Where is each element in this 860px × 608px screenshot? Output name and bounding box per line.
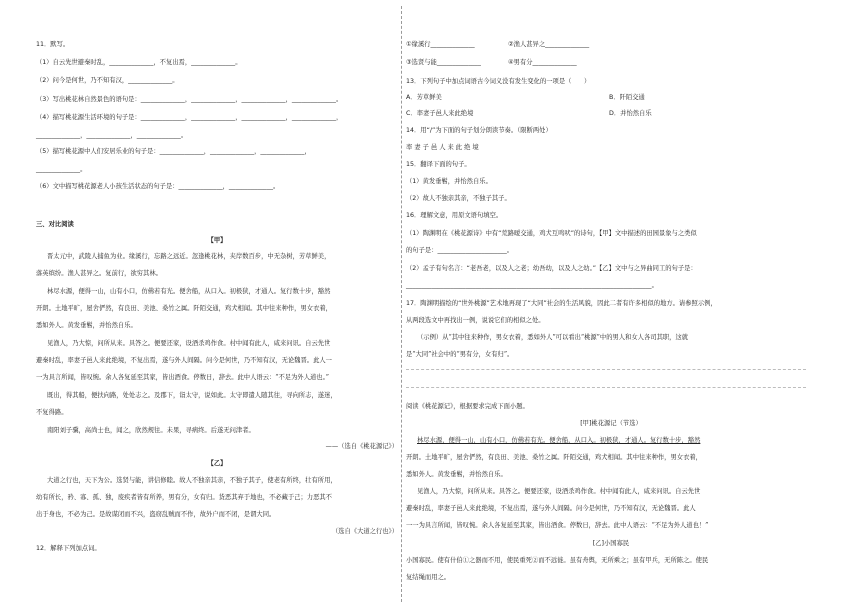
question-16-title: 16．理解文意，用原文语句填空。 <box>406 212 503 219</box>
answer-rule <box>406 387 806 388</box>
jia-line: 见渔人，乃大惊，问所从来。具答之。便要还家，设酒杀鸡作食。村中闻有此人，咸来问讯。自云先世 <box>47 340 331 347</box>
jia-passage-line: 避秦时乱，率妻子邑人来此绝境，不复出焉，遂与外人间隔。问今是何世，乃不知有汉，无论魏晋。此人 <box>406 505 696 512</box>
answer-rule <box>406 369 806 370</box>
q12-item-2: ②渔人甚异之______________ <box>508 41 590 48</box>
question-14-title: 14．用“/”为下面的句子划分朗读节奏。（限断两处） <box>406 127 552 134</box>
right-column <box>406 0 816 608</box>
jia-line: 落英缤纷。渔人甚异之。复前行，欲穷其林。 <box>36 270 162 277</box>
yi-source: （选自《大道之行也》） <box>331 528 398 535</box>
yi-passage-line: 小国寡民。使有什伯①之器而不用，使民重死②而不远徙。虽有舟舆，无所乘之；虽有甲兵，无所陈之。使民 <box>406 557 709 564</box>
question-15-title: 15．翻译下面的句子。 <box>406 161 471 168</box>
yi-passage-line: 复结绳而用之。 <box>406 574 451 581</box>
passage-yi-title: [乙]小国寡民 <box>592 540 630 547</box>
q11-line-4-cont: ______________，______________，______________。 <box>36 132 188 139</box>
q14-sentence: 率 妻 子 邑 人 来 此 绝 境 <box>406 144 479 151</box>
q11-line-2: （2）问今是何世，乃不知有汉，______________。 <box>36 77 179 84</box>
jia-line: 不复得路。 <box>36 409 68 416</box>
q15-line-1: （1）黄发垂髫，并怡然自乐。 <box>406 178 492 185</box>
reading-intro: 阅读《桃花源记》，根据要求完成下面小题。 <box>406 403 529 410</box>
yi-line: 幼有所长，矜、寡、孤、独，废疾者皆有所养，男有分，女有归。货恶其弃于地也，不必藏于己；力恶其不 <box>36 494 332 501</box>
example-line-1: （示例）从“其中往来种作，男女衣着，悉如外人”可以看出“桃源”中的男人和女人各司其职，这就 <box>417 334 689 341</box>
q11-line-5: （5）描写桃花源中人们安居乐业的句子是：______________，______________，______________， <box>36 148 311 155</box>
q11-line-4: （4）描写桃花源生活环境的句子是：______________，______________，______________，______________， <box>36 114 343 121</box>
q16-line-1: （1）陶渊明在《桃花源诗》中有“荒路暧交通，鸡犬互鸣吠”的诗句，【甲】文中描述的田园景象与之类似 <box>406 230 697 237</box>
jia-line: 晋太元中，武陵人捕鱼为业。缘溪行，忘路之远近。忽逢桃花林，夹岸数百步，中无杂树，芳草鲜美， <box>47 253 331 260</box>
passage-jia-title: [甲]桃花源记（节选） <box>580 420 642 427</box>
question-11-title: 11．默写。 <box>36 41 70 48</box>
q12-item-1: ①缘溪行______________ <box>406 41 475 48</box>
q11-line-6: （6）文中描写桃花源老人小孩生活状态的句子是：______________，______________。 <box>36 183 280 190</box>
question-17-line-1: 17．陶渊明描绘的“世外桃源”艺术地再现了“大同”社会的生活风貌，因此二者有许多相似的地方。请参照示例， <box>406 300 717 307</box>
question-13-title: 13．下列句子中加点词语古今词义没有发生变化的一项是（ ） <box>406 78 591 85</box>
left-column <box>36 0 398 608</box>
jia-passage-line <box>406 437 700 445</box>
q13-option-d: D．并怡然自乐 <box>609 110 652 117</box>
q11-line-3: （3）写出桃花林自然景色的语句是：______________，______________，______________，______________。 <box>36 96 343 103</box>
yi-line: 出于身也，不必为己。是故谋闭而不兴，盗窃乱贼而不作，故外户而不闭，是谓大同。 <box>36 511 276 518</box>
jia-line: 林尽水源，便得一山，山有小口，仿佛若有光。便舍船，从口入。初极狭，才通人。复行数十步，豁然 <box>47 288 331 295</box>
question-12-title: 12．解释下列加点词。 <box>36 545 101 552</box>
q13-option-a: A．芳草鲜美 <box>406 94 442 101</box>
section-heading: 三、对比阅读 <box>36 221 74 228</box>
jia-line: 一为具言所闻，皆叹惋。余人各复延至其家，皆出酒食。停数日，辞去。此中人语云：“不足为外人道也。” <box>36 374 329 381</box>
q12-item-4: ④男有分______________ <box>508 59 577 66</box>
jia-line: 悉如外人。黄发垂髫，并怡然自乐。 <box>36 322 137 329</box>
q16-line-1-cont: 的句子是：______________________。 <box>406 247 514 254</box>
question-17-line-2: 从两段选文中再找出一例，说说它们的相似之处。 <box>406 317 545 324</box>
jia-passage-line: 见渔人，乃大惊，问所从来。具答之。便要还家，设酒杀鸡作食。村中闻有此人，咸来问讯。自云先世 <box>417 488 701 495</box>
q13-option-c: C．率妻子邑人来此绝境 <box>406 110 474 117</box>
yi-line: 大道之行也，天下为公。选贤与能，讲信修睦。故人不独亲其亲，不独子其子，使老有所终，壮有所用， <box>47 477 337 484</box>
jia-passage-line: 悉如外人。黄发垂髫，并怡然自乐。 <box>406 471 507 478</box>
example-line-2: 是“大同”社会中的“男有分，女有归”。 <box>406 351 514 358</box>
jia-passage-line: 一一为具言所闻，皆叹惋。余人各复延至其家，皆出酒食。停数日，辞去。此中人语云：“不足为外人道也！” <box>406 522 709 529</box>
q16-line-2-cont: ______________________________________________________________________________。 <box>406 282 658 289</box>
underlined-phrase: 林尽水源，便得一山，山有小口，仿佛若有光。便舍船，从口入。初极狭，才通人。复行数十步，豁然 <box>417 437 701 444</box>
column-divider <box>401 6 402 602</box>
jia-line: 避秦时乱，率妻子邑人来此绝境，不复出焉，遂与外人间隔。问今是何世，乃不知有汉，无论魏晋。此人一 <box>36 357 332 364</box>
q11-line-1: （1）自云先世避秦时乱，______________，不复出焉，______________。 <box>36 59 242 66</box>
jia-passage-line: 开朗。土地平旷，屋舍俨然，有良田、美池、桑竹之属。阡陌交通，鸡犬相闻。其中往来种作，男女衣着， <box>406 454 702 461</box>
q13-option-b: B．阡陌交通 <box>609 94 645 101</box>
q11-line-5-cont: ______________。 <box>36 166 87 173</box>
jia-line: 开朗。土地平旷，屋舍俨然，有良田、美池、桑竹之属。阡陌交通，鸡犬相闻。其中往来种作，男女衣着， <box>36 305 332 312</box>
q16-line-2: （2）孟子有句名言：“老吾老，以及人之老；幼吾幼，以及人之幼。”【乙】文中与之异曲同工的句子是： <box>406 265 697 272</box>
q15-line-2: （2）故人不独亲其亲，不独子其子。 <box>406 195 511 202</box>
passage-yi-label: 【乙】 <box>207 460 227 467</box>
jia-source: ——（选自《桃花源记》） <box>325 443 398 450</box>
jia-line: 既出，得其船，便扶向路，处处志之。及郡下，诣太守，说如此。太守即遣人随其往，寻向所志，遂迷， <box>47 392 337 399</box>
q12-item-3: ③选贤与能______________ <box>406 59 481 66</box>
jia-line: 南阳刘子骥，高尚士也，闻之，欣然规往。未果，寻病终。后遂无问津者。 <box>47 427 255 434</box>
passage-jia-label: 【甲】 <box>207 237 227 244</box>
